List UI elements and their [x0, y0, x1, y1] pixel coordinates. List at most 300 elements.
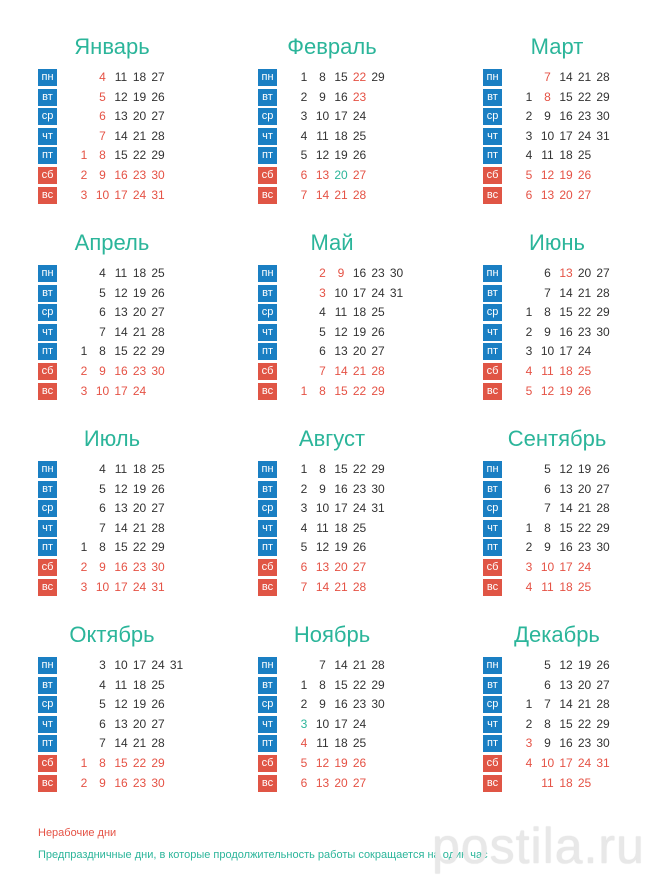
weekday-badge: вс	[258, 383, 277, 400]
weekday-badge: вс	[258, 579, 277, 596]
day-cell: 23	[577, 540, 592, 555]
day-cell: 18	[334, 736, 348, 751]
weekday-badge: сб	[483, 559, 502, 576]
legend	[38, 822, 488, 866]
day-cell: 25	[352, 128, 367, 143]
day-cell: 14	[114, 520, 128, 535]
weekday-badge: вт	[258, 677, 277, 694]
day-cell: 30	[371, 481, 385, 496]
month-block	[220, 30, 445, 214]
day-cell: 5	[99, 481, 106, 496]
day-cell: 20	[352, 344, 367, 359]
weekday-badge: пт	[483, 147, 502, 164]
day-cell: 20	[577, 677, 592, 692]
day-cell: 23	[577, 736, 592, 751]
day-cell: 9	[544, 736, 551, 751]
day-cell: 25	[352, 520, 367, 535]
weekday-badge: вс	[483, 579, 502, 596]
day-cell: 25	[577, 579, 592, 594]
day-cell: 15	[559, 305, 573, 320]
day-cell: 20	[334, 559, 348, 574]
day-cell: 3	[525, 128, 533, 143]
day-cell: 7	[300, 187, 308, 202]
day-cell: 4	[99, 70, 106, 84]
day-cell: 1	[80, 540, 88, 555]
day-cell: 1	[80, 755, 88, 770]
day-cell: 19	[132, 89, 147, 104]
day-cell: 13	[334, 344, 348, 359]
day-cell: 6	[99, 109, 106, 124]
day-cell: 22	[352, 677, 367, 692]
day-cell: 19	[334, 755, 348, 770]
day-cell: 15	[559, 89, 573, 104]
day-cell: 18	[334, 128, 348, 143]
day-cell: 10	[95, 187, 110, 202]
day-cell: 11	[114, 266, 128, 280]
day-cell: 19	[334, 540, 348, 555]
day-cell: 27	[151, 305, 165, 320]
day-cell: 15	[114, 540, 128, 555]
day-cell: 11	[541, 148, 554, 163]
day-cell: 3	[80, 383, 88, 398]
day-cell: 3	[99, 658, 106, 672]
month-title: Декабрь	[514, 622, 600, 647]
day-cell: 6	[544, 266, 551, 280]
day-cell: 8	[319, 462, 326, 476]
weekday-badge: ср	[258, 500, 277, 517]
day-cell: 24	[577, 755, 592, 770]
day-cell: 10	[95, 579, 110, 594]
legend-preholiday-text: Предпраздничные дни, в которые продолжительность работы сокращается на один час	[38, 849, 488, 861]
day-cell: 17	[132, 658, 147, 672]
day-cell: 14	[559, 70, 573, 84]
day-cell: 9	[319, 697, 326, 712]
day-cell: 2	[80, 559, 88, 574]
day-cell: 30	[596, 109, 610, 124]
day-cell: 19	[352, 324, 367, 339]
day-cell: 29	[151, 344, 165, 359]
day-cell: 26	[577, 383, 592, 398]
day-cell: 3	[525, 559, 533, 574]
weekday-badge: пт	[483, 735, 502, 752]
month-title: Сентябрь	[507, 426, 607, 451]
day-cell: 15	[114, 755, 128, 770]
day-cell: 12	[540, 383, 555, 398]
day-cell: 13	[114, 716, 128, 731]
day-cell: 9	[544, 540, 551, 555]
weekday-badge: чт	[483, 324, 502, 341]
day-cell: 30	[151, 559, 165, 574]
day-cell: 25	[577, 775, 592, 790]
day-cell: 8	[319, 677, 326, 692]
weekday-badge: вс	[483, 775, 502, 792]
day-cell: 28	[371, 363, 385, 378]
day-cell: 23	[577, 109, 592, 124]
day-cell: 1	[525, 305, 533, 320]
weekday-badge: пт	[38, 539, 57, 556]
day-cell: 12	[334, 324, 348, 339]
day-cell: 28	[151, 520, 165, 535]
day-cell: 14	[315, 187, 330, 202]
day-cell: 11	[316, 736, 329, 751]
day-cell: 2	[525, 716, 533, 731]
day-cell: 8	[99, 344, 106, 359]
weekday-badge: чт	[483, 716, 502, 733]
day-cell: 17	[334, 501, 348, 516]
day-cell: 12	[315, 755, 330, 770]
month-title: Июнь	[529, 230, 585, 255]
day-cell: 2	[319, 266, 326, 280]
day-cell: 4	[319, 305, 326, 320]
weekday-badge: чт	[483, 128, 502, 145]
day-cell: 29	[151, 755, 165, 770]
day-cell: 21	[334, 579, 348, 594]
day-cell: 22	[132, 148, 147, 163]
day-cell: 27	[151, 501, 165, 516]
weekday-badge: чт	[38, 520, 57, 537]
day-cell: 27	[371, 344, 385, 359]
day-cell: 7	[544, 697, 551, 712]
day-cell: 3	[300, 501, 308, 516]
day-cell: 19	[132, 285, 147, 300]
day-cell: 31	[371, 501, 385, 516]
day-cell: 28	[596, 501, 610, 516]
day-cell: 24	[132, 579, 147, 594]
day-cell: 5	[300, 540, 308, 555]
month-block	[445, 226, 660, 410]
day-cell: 20	[577, 481, 592, 496]
day-cell: 21	[577, 285, 592, 300]
day-cell: 17	[559, 755, 573, 770]
weekday-badge: чт	[38, 716, 57, 733]
day-cell: 15	[559, 716, 573, 731]
weekday-badge: сб	[258, 167, 277, 184]
day-cell: 6	[319, 344, 326, 359]
day-cell: 2	[80, 775, 88, 790]
day-cell: 30	[151, 363, 165, 378]
day-cell: 9	[544, 109, 551, 124]
day-cell: 7	[544, 285, 551, 300]
month-title: Май	[310, 230, 354, 255]
day-cell: 11	[114, 677, 128, 692]
day-cell: 19	[577, 658, 592, 672]
weekday-badge: пн	[258, 657, 277, 674]
day-cell: 29	[596, 716, 610, 731]
day-cell: 20	[334, 775, 348, 790]
day-cell: 18	[559, 579, 573, 594]
day-cell: 24	[577, 344, 592, 359]
day-cell: 18	[352, 305, 367, 320]
month-block	[445, 30, 660, 214]
day-cell: 13	[559, 266, 573, 280]
day-cell: 4	[525, 579, 533, 594]
month-block	[220, 226, 445, 410]
weekday-badge: сб	[258, 363, 277, 380]
day-cell: 28	[596, 697, 610, 712]
day-cell: 17	[114, 383, 128, 398]
day-cell: 6	[300, 167, 308, 182]
day-cell: 16	[559, 540, 573, 555]
day-cell: 7	[99, 736, 106, 751]
day-cell: 4	[99, 677, 106, 692]
day-cell: 7	[99, 128, 106, 143]
day-cell: 20	[577, 266, 592, 280]
weekday-badge: сб	[38, 559, 57, 576]
day-cell: 21	[352, 658, 367, 672]
day-cell: 28	[151, 128, 165, 143]
weekday-badge: вт	[258, 89, 277, 106]
weekday-badge: вс	[258, 775, 277, 792]
day-cell: 11	[541, 775, 554, 790]
day-cell: 16	[559, 109, 573, 124]
weekday-badge: чт	[483, 520, 502, 537]
month-title: Январь	[74, 34, 150, 59]
day-cell: 30	[596, 736, 610, 751]
weekday-badge: пт	[483, 343, 502, 360]
weekday-badge: сб	[258, 559, 277, 576]
day-cell: 27	[352, 167, 367, 182]
weekday-badge: вт	[38, 481, 57, 498]
day-cell: 1	[300, 70, 308, 84]
weekday-badge: вт	[258, 285, 277, 302]
day-cell: 10	[540, 755, 555, 770]
day-cell: 26	[352, 755, 367, 770]
weekday-badge: сб	[38, 167, 57, 184]
weekday-badge: ср	[258, 696, 277, 713]
weekday-badge: чт	[258, 324, 277, 341]
day-cell: 3	[525, 736, 533, 751]
day-cell: 2	[300, 697, 308, 712]
day-cell: 1	[525, 697, 533, 712]
day-cell: 13	[315, 559, 330, 574]
day-cell: 20	[132, 305, 147, 320]
day-cell: 10	[334, 285, 348, 300]
day-cell: 24	[132, 383, 147, 398]
watermark	[432, 806, 645, 886]
day-cell: 21	[132, 128, 147, 143]
day-cell: 6	[99, 716, 106, 731]
day-cell: 30	[151, 775, 165, 790]
day-cell: 20	[334, 167, 348, 182]
legend-holiday-text: Нерабочие дни	[38, 827, 117, 839]
day-cell: 14	[114, 736, 128, 751]
day-cell: 9	[544, 324, 551, 339]
day-cell: 23	[352, 89, 367, 104]
day-cell: 24	[371, 285, 385, 300]
day-cell: 5	[544, 658, 551, 672]
day-cell: 28	[596, 285, 610, 300]
weekday-badge: пт	[258, 539, 277, 556]
day-cell: 15	[334, 383, 348, 398]
day-cell: 26	[352, 148, 367, 163]
day-cell: 24	[577, 128, 592, 143]
day-cell: 31	[151, 579, 165, 594]
weekday-badge: пн	[258, 69, 277, 86]
day-cell: 10	[540, 344, 555, 359]
day-cell: 17	[559, 559, 573, 574]
weekday-badge: пт	[38, 147, 57, 164]
month-block	[0, 422, 220, 606]
month-title: Март	[530, 34, 584, 59]
day-cell: 16	[334, 697, 348, 712]
day-cell: 10	[315, 109, 330, 124]
weekday-badge: пн	[38, 265, 57, 282]
day-cell: 29	[371, 70, 385, 84]
weekday-badge: пт	[258, 147, 277, 164]
day-cell: 17	[559, 344, 573, 359]
day-cell: 3	[319, 285, 326, 300]
day-cell: 16	[559, 324, 573, 339]
day-cell: 20	[132, 109, 147, 124]
weekday-badge: пн	[38, 657, 57, 674]
calendar-grid	[0, 30, 660, 802]
day-cell: 11	[541, 363, 554, 378]
day-cell: 18	[132, 266, 147, 280]
day-cell: 1	[80, 344, 88, 359]
weekday-badge: ср	[483, 108, 502, 125]
day-cell: 12	[540, 167, 555, 182]
day-cell: 8	[319, 383, 326, 398]
day-cell: 10	[540, 128, 555, 143]
day-cell: 29	[596, 305, 610, 320]
day-cell: 9	[99, 559, 106, 574]
day-cell: 8	[544, 716, 551, 731]
day-cell: 5	[99, 697, 106, 712]
weekday-badge: вт	[483, 89, 502, 106]
day-cell: 19	[334, 148, 348, 163]
day-cell: 29	[371, 462, 385, 476]
day-cell: 26	[596, 658, 610, 672]
day-cell: 5	[544, 462, 551, 476]
day-cell: 5	[99, 89, 106, 104]
weekday-badge: вт	[38, 89, 57, 106]
day-cell: 31	[169, 658, 184, 672]
day-cell: 1	[300, 677, 308, 692]
day-cell: 20	[132, 716, 147, 731]
day-cell: 30	[596, 540, 610, 555]
day-cell: 25	[577, 148, 592, 163]
day-cell: 13	[559, 481, 573, 496]
day-cell: 8	[544, 305, 551, 320]
day-cell: 18	[559, 148, 573, 163]
day-cell: 14	[559, 501, 573, 516]
day-cell: 27	[596, 266, 610, 280]
day-cell: 26	[151, 697, 165, 712]
weekday-badge: пн	[483, 657, 502, 674]
day-cell: 6	[525, 187, 533, 202]
day-cell: 6	[99, 305, 106, 320]
month-title: Август	[298, 426, 366, 451]
day-cell: 27	[151, 716, 165, 731]
day-cell: 21	[352, 363, 367, 378]
month-block	[0, 226, 220, 410]
weekday-badge: сб	[483, 755, 502, 772]
day-cell: 25	[151, 266, 165, 280]
day-cell: 13	[540, 187, 555, 202]
day-cell: 14	[114, 128, 128, 143]
day-cell: 28	[371, 658, 385, 672]
month-block	[220, 422, 445, 606]
day-cell: 15	[334, 462, 348, 476]
day-cell: 14	[559, 697, 573, 712]
month-title: Октябрь	[69, 622, 155, 647]
day-cell: 13	[559, 677, 573, 692]
day-cell: 9	[99, 363, 106, 378]
day-cell: 10	[540, 559, 555, 574]
day-cell: 7	[319, 363, 326, 378]
day-cell: 7	[99, 324, 106, 339]
day-cell: 30	[151, 167, 165, 182]
day-cell: 22	[132, 755, 147, 770]
day-cell: 21	[132, 324, 147, 339]
weekday-badge: вс	[38, 579, 57, 596]
day-cell: 18	[559, 363, 573, 378]
weekday-badge: чт	[38, 324, 57, 341]
day-cell: 24	[132, 187, 147, 202]
weekday-badge: пт	[258, 735, 277, 752]
day-cell: 26	[151, 89, 165, 104]
day-cell: 6	[99, 501, 106, 516]
day-cell: 3	[80, 579, 88, 594]
day-cell: 10	[315, 716, 330, 731]
day-cell: 21	[132, 736, 147, 751]
day-cell: 8	[99, 540, 106, 555]
day-cell: 7	[544, 70, 551, 84]
day-cell: 10	[95, 383, 110, 398]
day-cell: 31	[596, 755, 610, 770]
day-cell: 12	[114, 481, 128, 496]
day-cell: 15	[334, 677, 348, 692]
day-cell: 5	[300, 148, 308, 163]
day-cell: 11	[334, 305, 348, 320]
day-cell: 5	[525, 383, 533, 398]
day-cell: 23	[132, 559, 147, 574]
day-cell: 26	[596, 462, 610, 476]
weekday-badge: сб	[483, 167, 502, 184]
day-cell: 27	[352, 559, 367, 574]
day-cell: 27	[352, 775, 367, 790]
day-cell: 1	[525, 520, 533, 535]
day-cell: 9	[99, 775, 106, 790]
day-cell: 19	[577, 462, 592, 476]
day-cell: 18	[132, 70, 147, 84]
day-cell: 21	[577, 697, 592, 712]
weekday-badge: пн	[258, 461, 277, 478]
day-cell: 21	[132, 520, 147, 535]
day-cell: 5	[525, 167, 533, 182]
day-cell: 17	[334, 716, 348, 731]
day-cell: 7	[319, 658, 326, 672]
weekday-badge: вт	[38, 677, 57, 694]
day-cell: 2	[300, 481, 308, 496]
weekday-badge: сб	[483, 363, 502, 380]
day-cell: 29	[371, 383, 385, 398]
day-cell: 5	[99, 285, 106, 300]
day-cell: 6	[544, 481, 551, 496]
day-cell: 4	[525, 148, 533, 163]
day-cell: 11	[541, 579, 554, 594]
day-cell: 25	[151, 677, 165, 692]
weekday-badge: вс	[38, 187, 57, 204]
day-cell: 13	[315, 167, 330, 182]
month-title: Июль	[83, 426, 141, 451]
day-cell: 26	[151, 481, 165, 496]
day-cell: 22	[577, 716, 592, 731]
day-cell: 8	[319, 70, 326, 84]
day-cell: 29	[596, 89, 610, 104]
day-cell: 4	[525, 363, 533, 378]
day-cell: 19	[559, 383, 573, 398]
